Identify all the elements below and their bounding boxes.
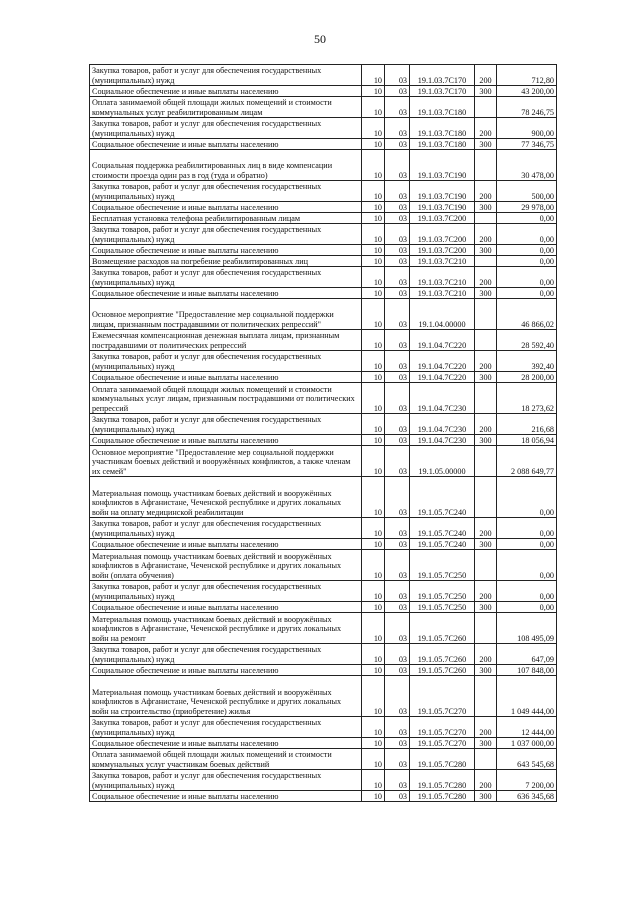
row-subsection: 03 <box>385 97 410 118</box>
table-row <box>90 477 557 518</box>
table-row <box>90 383 557 414</box>
row-subsection: 03 <box>385 256 410 267</box>
row-name: Материальная помощь участникам боевых действий и вооружённых конфликтов в Афганистане, Чеченской республике и других локальных войн на оплату медицинской реабилитации <box>90 477 362 518</box>
row-expense-type <box>475 299 497 330</box>
row-name: Закупка товаров, работ и услуг для обеспечения государственных (муниципальных) нужд <box>90 414 362 435</box>
row-amount: 0,00 <box>497 213 557 224</box>
row-subsection: 03 <box>385 202 410 213</box>
row-amount: 0,00 <box>497 539 557 550</box>
row-target-code: 19.1.04.00000 <box>410 299 475 330</box>
row-section: 10 <box>362 372 385 383</box>
row-amount: 78 246,75 <box>497 97 557 118</box>
row-target-code: 19.1.04.7С220 <box>410 372 475 383</box>
row-target-code: 19.1.04.7С230 <box>410 383 475 414</box>
row-amount: 7 200,00 <box>497 770 557 791</box>
row-subsection: 03 <box>385 139 410 150</box>
row-section: 10 <box>362 791 385 802</box>
table-row <box>90 539 557 550</box>
row-name: Материальная помощь участникам боевых действий и вооружённых конфликтов в Афганистане, Чеченской республике и других локальных войн (оплата обучения) <box>90 550 362 581</box>
row-section: 10 <box>362 665 385 676</box>
row-expense-type: 200 <box>475 118 497 139</box>
row-subsection: 03 <box>385 770 410 791</box>
table-row <box>90 118 557 139</box>
row-name: Закупка товаров, работ и услуг для обеспечения государственных (муниципальных) нужд <box>90 717 362 738</box>
row-name: Оплата занимаемой общей площади жилых помещений и стоимости коммунальных услуг лицам, признанным пострадавшими от политических репрессий <box>90 383 362 414</box>
row-section: 10 <box>362 602 385 613</box>
budget-table-body <box>90 65 557 802</box>
row-expense-type <box>475 213 497 224</box>
row-section: 10 <box>362 749 385 770</box>
row-amount: 0,00 <box>497 288 557 299</box>
row-section: 10 <box>362 330 385 351</box>
row-name: Социальное обеспечение и иные выплаты населению <box>90 602 362 613</box>
table-row <box>90 224 557 245</box>
row-expense-type: 300 <box>475 372 497 383</box>
row-expense-type <box>475 256 497 267</box>
row-section: 10 <box>362 245 385 256</box>
table-row <box>90 139 557 150</box>
budget-table <box>89 64 557 802</box>
table-row <box>90 202 557 213</box>
row-section: 10 <box>362 550 385 581</box>
row-section: 10 <box>362 202 385 213</box>
row-name: Закупка товаров, работ и услуг для обеспечения государственных (муниципальных) нужд <box>90 224 362 245</box>
row-target-code: 19.1.05.7С260 <box>410 613 475 644</box>
row-name: Оплата занимаемой общей площади жилых помещений и стоимости коммунальных услуг участникам боевых действий <box>90 749 362 770</box>
row-subsection: 03 <box>385 383 410 414</box>
row-section: 10 <box>362 351 385 372</box>
row-name: Закупка товаров, работ и услуг для обеспечения государственных (муниципальных) нужд <box>90 581 362 602</box>
row-expense-type: 300 <box>475 139 497 150</box>
table-row <box>90 665 557 676</box>
row-section: 10 <box>362 224 385 245</box>
row-target-code: 19.1.03.7С190 <box>410 202 475 213</box>
table-row <box>90 435 557 446</box>
row-amount: 1 049 444,00 <box>497 676 557 717</box>
row-target-code: 19.1.04.7С220 <box>410 330 475 351</box>
row-expense-type: 200 <box>475 644 497 665</box>
row-amount: 0,00 <box>497 224 557 245</box>
table-row <box>90 256 557 267</box>
table-row <box>90 581 557 602</box>
row-target-code: 19.1.03.7С170 <box>410 65 475 86</box>
row-target-code: 19.1.04.7С230 <box>410 414 475 435</box>
row-name: Ежемесячная компенсационная денежная выплата лицам, признанным пострадавшими от политических репрессий <box>90 330 362 351</box>
row-amount: 0,00 <box>497 581 557 602</box>
row-amount: 500,00 <box>497 181 557 202</box>
row-expense-type <box>475 97 497 118</box>
row-target-code: 19.1.05.7С280 <box>410 770 475 791</box>
row-target-code: 19.1.05.7С250 <box>410 602 475 613</box>
row-target-code: 19.1.03.7С190 <box>410 150 475 181</box>
row-name: Материальная помощь участникам боевых действий и вооружённых конфликтов в Афганистане, Чеченской республике и других локальных войн на строительство (приобретение) жилья <box>90 676 362 717</box>
row-section: 10 <box>362 414 385 435</box>
row-expense-type <box>475 446 497 477</box>
row-name: Возмещение расходов на погребение реабилитированных лиц <box>90 256 362 267</box>
row-subsection: 03 <box>385 644 410 665</box>
row-subsection: 03 <box>385 435 410 446</box>
row-section: 10 <box>362 267 385 288</box>
row-subsection: 03 <box>385 665 410 676</box>
row-expense-type <box>475 613 497 644</box>
row-subsection: 03 <box>385 224 410 245</box>
row-name: Социальное обеспечение и иные выплаты населению <box>90 202 362 213</box>
row-amount: 43 200,00 <box>497 86 557 97</box>
row-subsection: 03 <box>385 550 410 581</box>
row-section: 10 <box>362 770 385 791</box>
row-subsection: 03 <box>385 791 410 802</box>
row-expense-type: 200 <box>475 770 497 791</box>
row-target-code: 19.1.05.7С270 <box>410 738 475 749</box>
row-amount: 0,00 <box>497 256 557 267</box>
row-amount: 28 200,00 <box>497 372 557 383</box>
row-section: 10 <box>362 299 385 330</box>
row-subsection: 03 <box>385 738 410 749</box>
row-section: 10 <box>362 65 385 86</box>
row-subsection: 03 <box>385 518 410 539</box>
table-row <box>90 414 557 435</box>
row-amount: 12 444,00 <box>497 717 557 738</box>
row-expense-type <box>475 749 497 770</box>
row-subsection: 03 <box>385 65 410 86</box>
row-expense-type: 200 <box>475 717 497 738</box>
row-amount: 647,09 <box>497 644 557 665</box>
row-name: Основное мероприятие "Предоставление мер социальной поддержки участникам боевых действий и вооружённых конфликтов, а также членам их семей" <box>90 446 362 477</box>
row-expense-type: 200 <box>475 65 497 86</box>
row-expense-type <box>475 330 497 351</box>
row-expense-type: 300 <box>475 245 497 256</box>
row-name: Социальное обеспечение и иные выплаты населению <box>90 139 362 150</box>
row-target-code: 19.1.05.7С260 <box>410 665 475 676</box>
row-expense-type: 300 <box>475 86 497 97</box>
row-amount: 0,00 <box>497 267 557 288</box>
table-row <box>90 351 557 372</box>
row-section: 10 <box>362 139 385 150</box>
row-target-code: 19.1.05.7С240 <box>410 518 475 539</box>
row-target-code: 19.1.05.00000 <box>410 446 475 477</box>
row-expense-type: 200 <box>475 351 497 372</box>
row-section: 10 <box>362 181 385 202</box>
row-target-code: 19.1.03.7С210 <box>410 288 475 299</box>
table-row <box>90 86 557 97</box>
row-section: 10 <box>362 717 385 738</box>
row-expense-type <box>475 550 497 581</box>
row-subsection: 03 <box>385 477 410 518</box>
row-subsection: 03 <box>385 717 410 738</box>
row-expense-type: 300 <box>475 288 497 299</box>
row-target-code: 19.1.03.7С200 <box>410 213 475 224</box>
row-name: Бесплатная установка телефона реабилитированным лицам <box>90 213 362 224</box>
row-expense-type: 300 <box>475 738 497 749</box>
row-subsection: 03 <box>385 213 410 224</box>
row-section: 10 <box>362 477 385 518</box>
page-number: 50 <box>314 32 326 46</box>
row-expense-type: 300 <box>475 435 497 446</box>
row-expense-type: 300 <box>475 602 497 613</box>
row-name: Закупка товаров, работ и услуг для обеспечения государственных (муниципальных) нужд <box>90 351 362 372</box>
row-section: 10 <box>362 446 385 477</box>
table-row <box>90 770 557 791</box>
row-subsection: 03 <box>385 676 410 717</box>
row-name: Социальное обеспечение и иные выплаты населению <box>90 86 362 97</box>
row-section: 10 <box>362 150 385 181</box>
table-row <box>90 267 557 288</box>
row-amount: 108 495,09 <box>497 613 557 644</box>
row-amount: 46 866,02 <box>497 299 557 330</box>
row-amount: 636 345,68 <box>497 791 557 802</box>
row-subsection: 03 <box>385 267 410 288</box>
table-row <box>90 65 557 86</box>
row-name: Социальное обеспечение и иные выплаты населению <box>90 738 362 749</box>
row-name: Закупка товаров, работ и услуг для обеспечения государственных (муниципальных) нужд <box>90 181 362 202</box>
row-section: 10 <box>362 518 385 539</box>
row-section: 10 <box>362 213 385 224</box>
row-amount: 900,00 <box>497 118 557 139</box>
table-row <box>90 150 557 181</box>
row-amount: 216,68 <box>497 414 557 435</box>
table-row <box>90 245 557 256</box>
row-amount: 77 346,75 <box>497 139 557 150</box>
row-target-code: 19.1.03.7С210 <box>410 267 475 288</box>
row-target-code: 19.1.03.7С200 <box>410 224 475 245</box>
table-row <box>90 288 557 299</box>
row-target-code: 19.1.05.7С250 <box>410 550 475 581</box>
row-expense-type: 200 <box>475 414 497 435</box>
table-row <box>90 330 557 351</box>
row-name: Закупка товаров, работ и услуг для обеспечения государственных (муниципальных) нужд <box>90 644 362 665</box>
row-expense-type: 300 <box>475 539 497 550</box>
table-row <box>90 299 557 330</box>
row-section: 10 <box>362 581 385 602</box>
row-subsection: 03 <box>385 446 410 477</box>
table-row <box>90 213 557 224</box>
row-subsection: 03 <box>385 539 410 550</box>
row-section: 10 <box>362 644 385 665</box>
row-subsection: 03 <box>385 602 410 613</box>
row-name: Социальное обеспечение и иные выплаты населению <box>90 665 362 676</box>
row-target-code: 19.1.03.7С170 <box>410 86 475 97</box>
row-name: Закупка товаров, работ и услуг для обеспечения государственных (муниципальных) нужд <box>90 267 362 288</box>
table-row <box>90 791 557 802</box>
row-amount: 643 545,68 <box>497 749 557 770</box>
row-target-code: 19.1.05.7С240 <box>410 539 475 550</box>
row-amount: 18 056,94 <box>497 435 557 446</box>
row-subsection: 03 <box>385 299 410 330</box>
table-row <box>90 446 557 477</box>
row-expense-type <box>475 150 497 181</box>
row-amount: 107 848,00 <box>497 665 557 676</box>
row-amount: 392,40 <box>497 351 557 372</box>
row-section: 10 <box>362 435 385 446</box>
row-section: 10 <box>362 288 385 299</box>
row-amount: 0,00 <box>497 245 557 256</box>
row-target-code: 19.1.04.7С220 <box>410 351 475 372</box>
row-subsection: 03 <box>385 581 410 602</box>
row-section: 10 <box>362 676 385 717</box>
table-row <box>90 550 557 581</box>
row-expense-type: 200 <box>475 181 497 202</box>
row-expense-type: 300 <box>475 202 497 213</box>
row-target-code: 19.1.04.7С230 <box>410 435 475 446</box>
row-amount: 18 273,62 <box>497 383 557 414</box>
row-expense-type: 300 <box>475 665 497 676</box>
row-name: Закупка товаров, работ и услуг для обеспечения государственных (муниципальных) нужд <box>90 65 362 86</box>
row-target-code: 19.1.03.7С190 <box>410 181 475 202</box>
row-subsection: 03 <box>385 414 410 435</box>
row-amount: 0,00 <box>497 550 557 581</box>
row-name: Социальное обеспечение и иные выплаты населению <box>90 372 362 383</box>
row-name: Социальное обеспечение и иные выплаты населению <box>90 539 362 550</box>
row-section: 10 <box>362 86 385 97</box>
row-subsection: 03 <box>385 86 410 97</box>
row-name: Закупка товаров, работ и услуг для обеспечения государственных (муниципальных) нужд <box>90 118 362 139</box>
row-name: Оплата занимаемой общей площади жилых помещений и стоимости коммунальных услуг реабилитированным лицам <box>90 97 362 118</box>
row-expense-type: 200 <box>475 224 497 245</box>
row-expense-type: 200 <box>475 518 497 539</box>
table-row <box>90 181 557 202</box>
row-target-code: 19.1.05.7С270 <box>410 676 475 717</box>
row-target-code: 19.1.05.7С260 <box>410 644 475 665</box>
row-subsection: 03 <box>385 181 410 202</box>
row-name: Социальное обеспечение и иные выплаты населению <box>90 435 362 446</box>
row-amount: 30 478,00 <box>497 150 557 181</box>
row-section: 10 <box>362 118 385 139</box>
row-name: Социальное обеспечение и иные выплаты населению <box>90 791 362 802</box>
row-target-code: 19.1.03.7С180 <box>410 97 475 118</box>
row-target-code: 19.1.03.7С200 <box>410 245 475 256</box>
table-row <box>90 676 557 717</box>
row-target-code: 19.1.05.7С270 <box>410 717 475 738</box>
row-amount: 28 592,40 <box>497 330 557 351</box>
row-target-code: 19.1.03.7С180 <box>410 139 475 150</box>
table-row <box>90 97 557 118</box>
row-section: 10 <box>362 383 385 414</box>
row-target-code: 19.1.05.7С280 <box>410 749 475 770</box>
table-row <box>90 602 557 613</box>
table-row <box>90 738 557 749</box>
row-expense-type <box>475 676 497 717</box>
row-section: 10 <box>362 256 385 267</box>
table-row <box>90 372 557 383</box>
row-section: 10 <box>362 613 385 644</box>
row-expense-type <box>475 383 497 414</box>
row-name: Закупка товаров, работ и услуг для обеспечения государственных (муниципальных) нужд <box>90 770 362 791</box>
row-amount: 712,80 <box>497 65 557 86</box>
row-subsection: 03 <box>385 372 410 383</box>
row-subsection: 03 <box>385 351 410 372</box>
row-amount: 0,00 <box>497 477 557 518</box>
table-row <box>90 613 557 644</box>
row-amount: 0,00 <box>497 602 557 613</box>
row-amount: 2 088 649,77 <box>497 446 557 477</box>
table-row <box>90 644 557 665</box>
row-name: Социальная поддержка реабилитированных лиц в виде компенсации стоимости проезда один раз в год (туда и обратно) <box>90 150 362 181</box>
table-row <box>90 717 557 738</box>
row-expense-type: 200 <box>475 267 497 288</box>
row-target-code: 19.1.03.7С180 <box>410 118 475 139</box>
row-subsection: 03 <box>385 330 410 351</box>
row-subsection: 03 <box>385 245 410 256</box>
row-section: 10 <box>362 738 385 749</box>
row-subsection: 03 <box>385 749 410 770</box>
row-section: 10 <box>362 97 385 118</box>
row-expense-type: 200 <box>475 581 497 602</box>
table-row <box>90 749 557 770</box>
row-subsection: 03 <box>385 288 410 299</box>
row-name: Социальное обеспечение и иные выплаты населению <box>90 288 362 299</box>
row-subsection: 03 <box>385 150 410 181</box>
row-name: Закупка товаров, работ и услуг для обеспечения государственных (муниципальных) нужд <box>90 518 362 539</box>
row-amount: 0,00 <box>497 518 557 539</box>
row-subsection: 03 <box>385 613 410 644</box>
table-row <box>90 518 557 539</box>
row-target-code: 19.1.05.7С250 <box>410 581 475 602</box>
row-expense-type <box>475 477 497 518</box>
row-name: Основное мероприятие "Предоставление мер социальной поддержки лицам, признанным пострадавшими от политических репрессий" <box>90 299 362 330</box>
row-name: Материальная помощь участникам боевых действий и вооружённых конфликтов в Афганистане, Чеченской республике и других локальных войн на ремонт <box>90 613 362 644</box>
row-target-code: 19.1.05.7С240 <box>410 477 475 518</box>
row-amount: 1 037 000,00 <box>497 738 557 749</box>
row-expense-type: 300 <box>475 791 497 802</box>
row-target-code: 19.1.05.7С280 <box>410 791 475 802</box>
row-target-code: 19.1.03.7С210 <box>410 256 475 267</box>
row-section: 10 <box>362 539 385 550</box>
row-subsection: 03 <box>385 118 410 139</box>
row-amount: 29 978,00 <box>497 202 557 213</box>
row-name: Социальное обеспечение и иные выплаты населению <box>90 245 362 256</box>
